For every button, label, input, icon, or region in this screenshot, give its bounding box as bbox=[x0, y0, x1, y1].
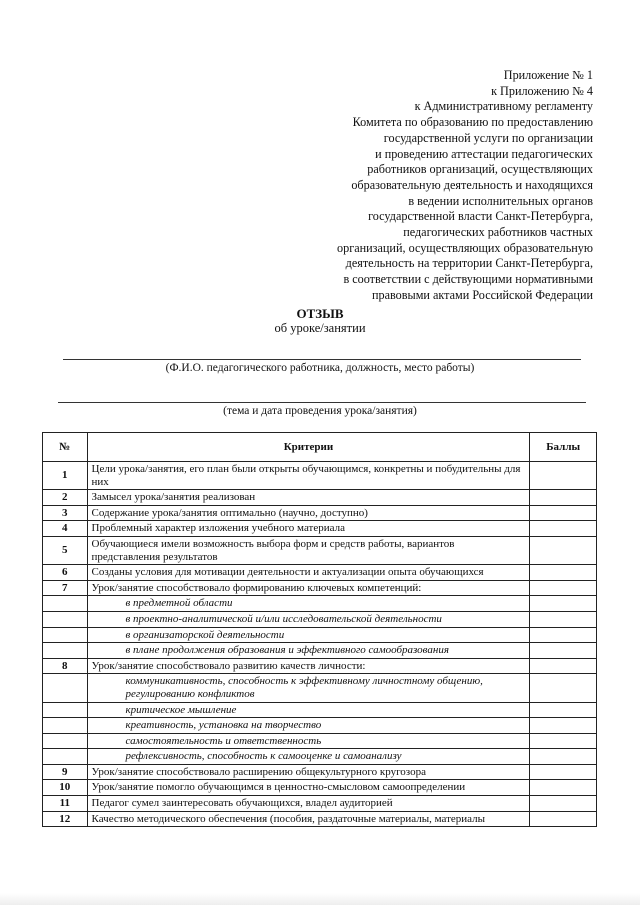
criterion: Урок/занятие способствовало формированию ключевых компетенций: bbox=[87, 580, 530, 596]
table-header-row bbox=[43, 433, 597, 462]
appendix-line: работников организаций, осуществляющих bbox=[367, 162, 593, 177]
table-row bbox=[43, 505, 597, 521]
appendix-line: Комитета по образованию по предоставлению bbox=[352, 115, 593, 130]
table-row bbox=[43, 611, 597, 627]
appendix-line: к Приложению № 4 bbox=[491, 83, 593, 98]
table-row bbox=[43, 490, 597, 506]
appendix-line: и проведению аттестации педагогических bbox=[375, 146, 593, 161]
appendix-line: в ведении исполнительных органов bbox=[408, 193, 593, 208]
sub-criterion: критическое мышление bbox=[87, 702, 530, 718]
criterion: Проблемный характер изложения учебного материала bbox=[87, 521, 530, 537]
table-row bbox=[43, 521, 597, 537]
page-bottom-edge bbox=[0, 893, 640, 905]
score-cell[interactable] bbox=[530, 702, 597, 718]
row-number: 8 bbox=[43, 658, 88, 674]
row-number bbox=[43, 611, 88, 627]
score-cell[interactable] bbox=[530, 733, 597, 749]
criterion: Цели урока/занятия, его план были открыты обучающимся, конкретны и побудительны для них bbox=[87, 462, 530, 490]
row-number: 9 bbox=[43, 764, 88, 780]
appendix-line: государственной власти Санкт-Петербурга, bbox=[368, 209, 593, 224]
table-row bbox=[43, 733, 597, 749]
row-number bbox=[43, 749, 88, 765]
header-score: Баллы bbox=[530, 433, 597, 462]
appendix-line: Приложение № 1 bbox=[503, 68, 593, 82]
criterion: Качество методического обеспечения (пособия, раздаточные материалы, материалы bbox=[87, 811, 530, 827]
sub-criterion: коммуникативность, способность к эффективному личностному общению, регулированию конфликтов bbox=[87, 674, 530, 702]
row-number: 7 bbox=[43, 580, 88, 596]
appendix-line: в соответствии с действующими нормативными bbox=[343, 272, 593, 287]
row-number bbox=[43, 733, 88, 749]
table-row bbox=[43, 643, 597, 659]
score-cell[interactable] bbox=[530, 749, 597, 765]
row-number: 12 bbox=[43, 811, 88, 827]
table-row bbox=[43, 596, 597, 612]
score-cell[interactable] bbox=[530, 780, 597, 796]
table-row bbox=[43, 580, 597, 596]
score-cell[interactable] bbox=[530, 521, 597, 537]
criterion: Созданы условия для мотивации деятельности и актуализации опыта обучающихся bbox=[87, 565, 530, 581]
score-cell[interactable] bbox=[530, 462, 597, 490]
appendix-line: деятельность на территории Санкт-Петербурга, bbox=[345, 256, 593, 271]
criterion: Урок/занятие способствовало расширению общекультурного кругозора bbox=[87, 764, 530, 780]
score-cell[interactable] bbox=[530, 505, 597, 521]
lesson-input-line bbox=[58, 402, 586, 403]
header-criteria: Критерии bbox=[87, 433, 530, 462]
appendix-line: правовыми актами Российской Федерации bbox=[371, 287, 593, 302]
criterion: Педагог сумел заинтересовать обучающихся, владел аудиторией bbox=[87, 796, 530, 812]
header-num: № bbox=[43, 433, 88, 462]
sub-criterion: креативность, установка на творчество bbox=[87, 718, 530, 734]
table-row bbox=[43, 796, 597, 812]
row-number: 1 bbox=[43, 462, 88, 490]
row-number: 10 bbox=[43, 780, 88, 796]
score-cell[interactable] bbox=[530, 643, 597, 659]
table-row bbox=[43, 764, 597, 780]
score-cell[interactable] bbox=[530, 658, 597, 674]
table-row bbox=[43, 658, 597, 674]
lesson-caption: (тема и дата проведения урока/занятия) bbox=[223, 405, 417, 417]
appendix-line: педагогических работников частных bbox=[403, 225, 593, 240]
row-number bbox=[43, 702, 88, 718]
sub-criterion: рефлексивность, способность к самооценке и самоанализу bbox=[87, 749, 530, 765]
criterion: Замысел урока/занятия реализован bbox=[87, 490, 530, 506]
criterion: Урок/занятие способствовало развитию качеств личности: bbox=[87, 658, 530, 674]
table-row bbox=[43, 674, 597, 702]
teacher-input-line bbox=[63, 359, 581, 360]
table-row bbox=[43, 718, 597, 734]
criterion: Содержание урока/занятия оптимально (научно, доступно) bbox=[87, 505, 530, 521]
sub-criterion: в плане продолжения образования и эффективного самообразования bbox=[87, 643, 530, 659]
criteria-table bbox=[42, 432, 597, 827]
table-row bbox=[43, 749, 597, 765]
score-cell[interactable] bbox=[530, 627, 597, 643]
row-number bbox=[43, 674, 88, 702]
document-title: ОТЗЫВ bbox=[296, 306, 344, 321]
row-number bbox=[43, 627, 88, 643]
table-row bbox=[43, 536, 597, 564]
row-number: 6 bbox=[43, 565, 88, 581]
row-number bbox=[43, 718, 88, 734]
row-number bbox=[43, 596, 88, 612]
document-subtitle: об уроке/занятии bbox=[274, 321, 366, 335]
table-row bbox=[43, 462, 597, 490]
sub-criterion: в организаторской деятельности bbox=[87, 627, 530, 643]
score-cell[interactable] bbox=[530, 811, 597, 827]
score-cell[interactable] bbox=[530, 596, 597, 612]
score-cell[interactable] bbox=[530, 565, 597, 581]
appendix-line: к Административному регламенту bbox=[414, 99, 593, 114]
sub-criterion: самостоятельность и ответственность bbox=[87, 733, 530, 749]
appendix-line: образовательную деятельность и находящихся bbox=[351, 177, 593, 192]
teacher-caption: (Ф.И.О. педагогического работника, должность, место работы) bbox=[165, 362, 475, 374]
row-number: 11 bbox=[43, 796, 88, 812]
score-cell[interactable] bbox=[530, 764, 597, 780]
row-number: 4 bbox=[43, 521, 88, 537]
appendix-line: государственной услуги по организации bbox=[383, 130, 593, 145]
score-cell[interactable] bbox=[530, 536, 597, 564]
row-number: 3 bbox=[43, 505, 88, 521]
appendix-header bbox=[293, 68, 593, 304]
score-cell[interactable] bbox=[530, 611, 597, 627]
appendix-line: организаций, осуществляющих образовательную bbox=[337, 240, 593, 255]
row-number bbox=[43, 643, 88, 659]
score-cell[interactable] bbox=[530, 580, 597, 596]
criterion: Обучающиеся имели возможность выбора форм и средств работы, вариантов представления результатов bbox=[87, 536, 530, 564]
sub-criterion: в предметной области bbox=[87, 596, 530, 612]
table-row bbox=[43, 565, 597, 581]
score-cell[interactable] bbox=[530, 718, 597, 734]
score-cell[interactable] bbox=[530, 490, 597, 506]
sub-criterion: в проектно-аналитической и/или исследовательской деятельности bbox=[87, 611, 530, 627]
row-number: 5 bbox=[43, 536, 88, 564]
criterion: Урок/занятие помогло обучающимся в ценностно-смысловом самоопределении bbox=[87, 780, 530, 796]
table-row bbox=[43, 702, 597, 718]
table-row bbox=[43, 780, 597, 796]
score-cell[interactable] bbox=[530, 796, 597, 812]
table-row bbox=[43, 627, 597, 643]
table-row bbox=[43, 811, 597, 827]
score-cell[interactable] bbox=[530, 674, 597, 702]
row-number: 2 bbox=[43, 490, 88, 506]
